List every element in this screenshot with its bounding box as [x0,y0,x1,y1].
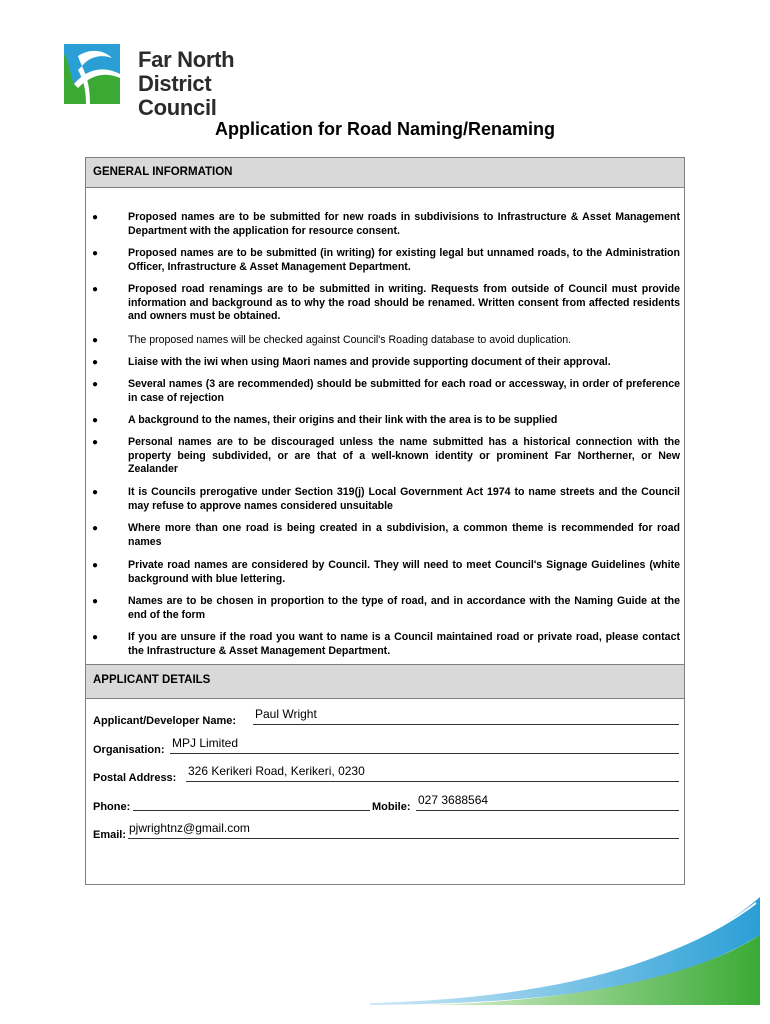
postal-address-label: Postal Address: [93,772,177,784]
phone-label: Phone: [93,801,131,813]
mobile-label: Mobile: [372,801,411,813]
bullet-icon: ● [92,248,99,259]
applicant-details-heading: APPLICANT DETAILS [86,665,684,699]
phone-underline [133,810,370,811]
applicant-details-section [85,664,685,885]
council-logo [64,44,264,120]
bullet-icon: ● [92,596,99,607]
page-title: Application for Road Naming/Renaming [214,119,555,139]
council-name-line2: District Council [138,71,217,120]
bullet-icon: ● [92,335,99,346]
mobile-underline [416,810,679,811]
council-name [138,48,264,120]
email-field [93,821,679,841]
applicant-name-label: Applicant/Developer Name: [93,715,237,727]
organisation-field [93,736,679,756]
applicant-name-field [93,707,679,727]
organisation-underline [170,753,679,754]
bullet-icon: ● [92,632,99,643]
bullet-icon: ● [92,357,99,368]
mobile-input[interactable]: 027 3688564 [418,793,489,807]
bullet-icon: ● [92,415,99,426]
email-label: Email: [93,829,127,841]
general-information-heading: GENERAL INFORMATION [86,158,684,188]
bullet-icon: ● [92,284,99,295]
applicant-name-underline [253,724,679,725]
phone-mobile-field [93,793,679,813]
applicant-name-input[interactable]: Paul Wright [255,707,317,721]
postal-address-field [93,764,679,784]
council-logo-icon [64,44,120,104]
email-input[interactable]: pjwrightnz@gmail.com [129,821,250,835]
bullet-icon: ● [92,379,99,390]
postal-address-underline [186,781,679,782]
bullet-icon: ● [92,487,99,498]
bullet-icon: ● [92,212,99,223]
bullet-icon: ● [92,437,99,448]
organisation-input[interactable]: MPJ Limited [172,736,239,750]
organisation-label: Organisation: [93,744,165,756]
postal-address-input[interactable]: 326 Kerikeri Road, Kerikeri, 0230 [188,764,365,778]
general-information-section: GENERAL INFORMATION ● Proposed names are to be submitted for new roads in subdivisions to Infrastructure & Asset Management Department with the application for resource consent. ● Proposed names are to be submitted (in writing) for existing legal but unnamed roads, to the Administration Officer, Infrastructure & Asset Management Department. ● Proposed road renamings are to be submitted in writing. Requests from outside of Council must provide information and background as to why the road should be renamed. Written consent from affected residents and owners must be obtained. ● The proposed names will be checked against Council's Roading database to avoid duplication. ● Liaise with the iwi when using Maori names and provide supporting document of their approval. ● Several names (3 are recommended) should be submitted for each road or accessway, in order of preference in case of rejection ● A background to the names, their origins and their link with the area is to be supplied ● Personal names are to be discouraged unless the name submitted has a historical connection with the property being subdivided, or are that of a well-known identity or prominent Far Northerner, or New Zealander ● It is Councils prerogative under Section 319(j) Local Government Act 1974 to name streets and the Council may refuse to approve names considered unsuitable ● Where more than one road is being created in a subdivision, a common theme is recommended for road names ● Private road names are considered by Council. They will need to meet Council's Signage Guidelines (white background with blue lettering. ● Names are to be chosen in proportion to the type of road, and in accordance with the Naming Guide at the end of the form ● If you are unsure if the road you want to name is a Council maintained road or private road, please contact the Infrastructure & Asset Management Department. [85,157,685,666]
council-name-line1: Far North [138,47,235,72]
decorative-wave-graphic [370,895,760,1005]
bullet-icon: ● [92,523,99,534]
bullet-icon: ● [92,560,99,571]
email-underline [128,838,679,839]
